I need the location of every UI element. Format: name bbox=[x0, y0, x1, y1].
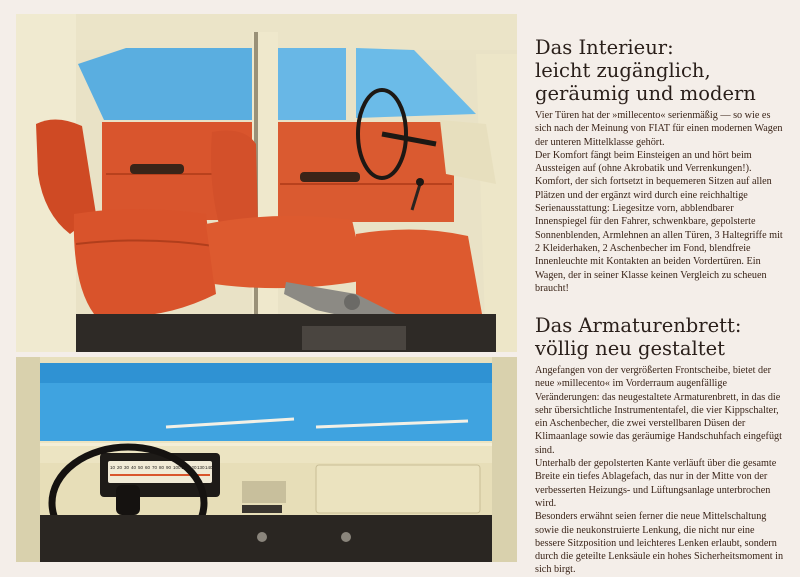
speedometer-tick: 40 bbox=[131, 465, 137, 470]
interior-section bbox=[535, 36, 787, 295]
speedometer-tick: 80 bbox=[159, 465, 165, 470]
speedometer-tick: 30 bbox=[124, 465, 130, 470]
interior-heading bbox=[535, 36, 787, 105]
dashboard-paragraph: Besonders erwähnt seien ferner die neue Mittelschaltung sowie die neukonstruierte Lenkung, die nicht nur eine bessere Sitzposition und leichteres Lenken erlaubt, sondern durch die geteilte Lenksäule ein hohes Sicherheitsmoment in sich birgt. bbox=[535, 511, 784, 576]
dashboard-photo bbox=[16, 357, 517, 562]
speedometer-tick: 120 bbox=[189, 465, 197, 470]
interior-heading-line2: leicht zugänglich, bbox=[535, 59, 711, 82]
dashboard-section bbox=[535, 314, 787, 577]
speedometer-tick: 20 bbox=[117, 465, 123, 470]
speedometer-tick: 110 bbox=[181, 465, 189, 470]
dashboard-paragraph: Unterhalb der gepolsterten Kante verläuft über die gesamte Breite ein tiefes Ablagefach, das nur in der Mitte von der verbesserten Heizungs- und Lüftungsanlage unterbrochen wird. bbox=[535, 458, 777, 509]
speedometer-tick: 60 bbox=[145, 465, 151, 470]
dashboard-body bbox=[535, 364, 787, 577]
speedometer-tick: 140 bbox=[205, 465, 213, 470]
interior-body bbox=[535, 109, 787, 295]
dashboard-heading-line2: völlig neu gestaltet bbox=[535, 337, 725, 360]
interior-paragraph: Vier Türen hat der »millecento« serienmäßig — so wie es sich nach der Meinung von FIAT für einen modernen Wagen der unteren Mittelklasse gehört. bbox=[535, 110, 783, 148]
interior-heading-line3: geräumig und modern bbox=[535, 82, 756, 105]
speedometer-tick: 100 bbox=[173, 465, 181, 470]
speedometer-scale bbox=[110, 465, 213, 470]
dashboard-paragraph: Angefangen von der vergrößerten Frontscheibe, bietet der neue »millecento« im Vorderraum augenfällige Veränderungen: das neugestaltete Armaturenbrett, in das die sehr übersichtliche Instrumententafel, die vier Kippschalter, ein Aschenbecher, die zwei verstellbaren Düsen der Klimaanlage sowie das geräumige Handschuhfach eingefügt sind. bbox=[535, 365, 782, 456]
speedometer-tick: 130 bbox=[197, 465, 205, 470]
dashboard-heading-line1: Das Armaturenbrett: bbox=[535, 314, 742, 337]
interior-photo bbox=[16, 14, 517, 352]
dashboard-heading bbox=[535, 314, 787, 360]
speedometer-tick: 90 bbox=[166, 465, 172, 470]
speedometer-tick: 50 bbox=[138, 465, 144, 470]
interior-paragraph: Der Komfort fängt beim Einsteigen an und hört beim Aussteigen auf (ohne Akrobatik und Verrenkungen!). Komfort, der sich fortsetzt in bequemeren Sitzen auf allen Plätzen und der ergänzt wird durch eine reichhaltige Serienausstattung: Liegesitze vorn, abblendbarer Innenspiegel für den Fahrer, schwenkbare, gepolsterte Sonnenblenden, Armlehnen an allen Türen, 3 Haltegriffe mit 2 Kleiderhaken, 2 Aschenbecher im Fond, blendfreie Innenleuchte mit Kontakten an beiden Vordertüren. Ein Wagen, der in seiner Klasse keinen Vergleich zu scheuen braucht! bbox=[535, 149, 783, 294]
speedometer-tick: 10 bbox=[110, 465, 116, 470]
speedometer-tick: 70 bbox=[152, 465, 158, 470]
interior-heading-line1: Das Interieur: bbox=[535, 36, 674, 59]
